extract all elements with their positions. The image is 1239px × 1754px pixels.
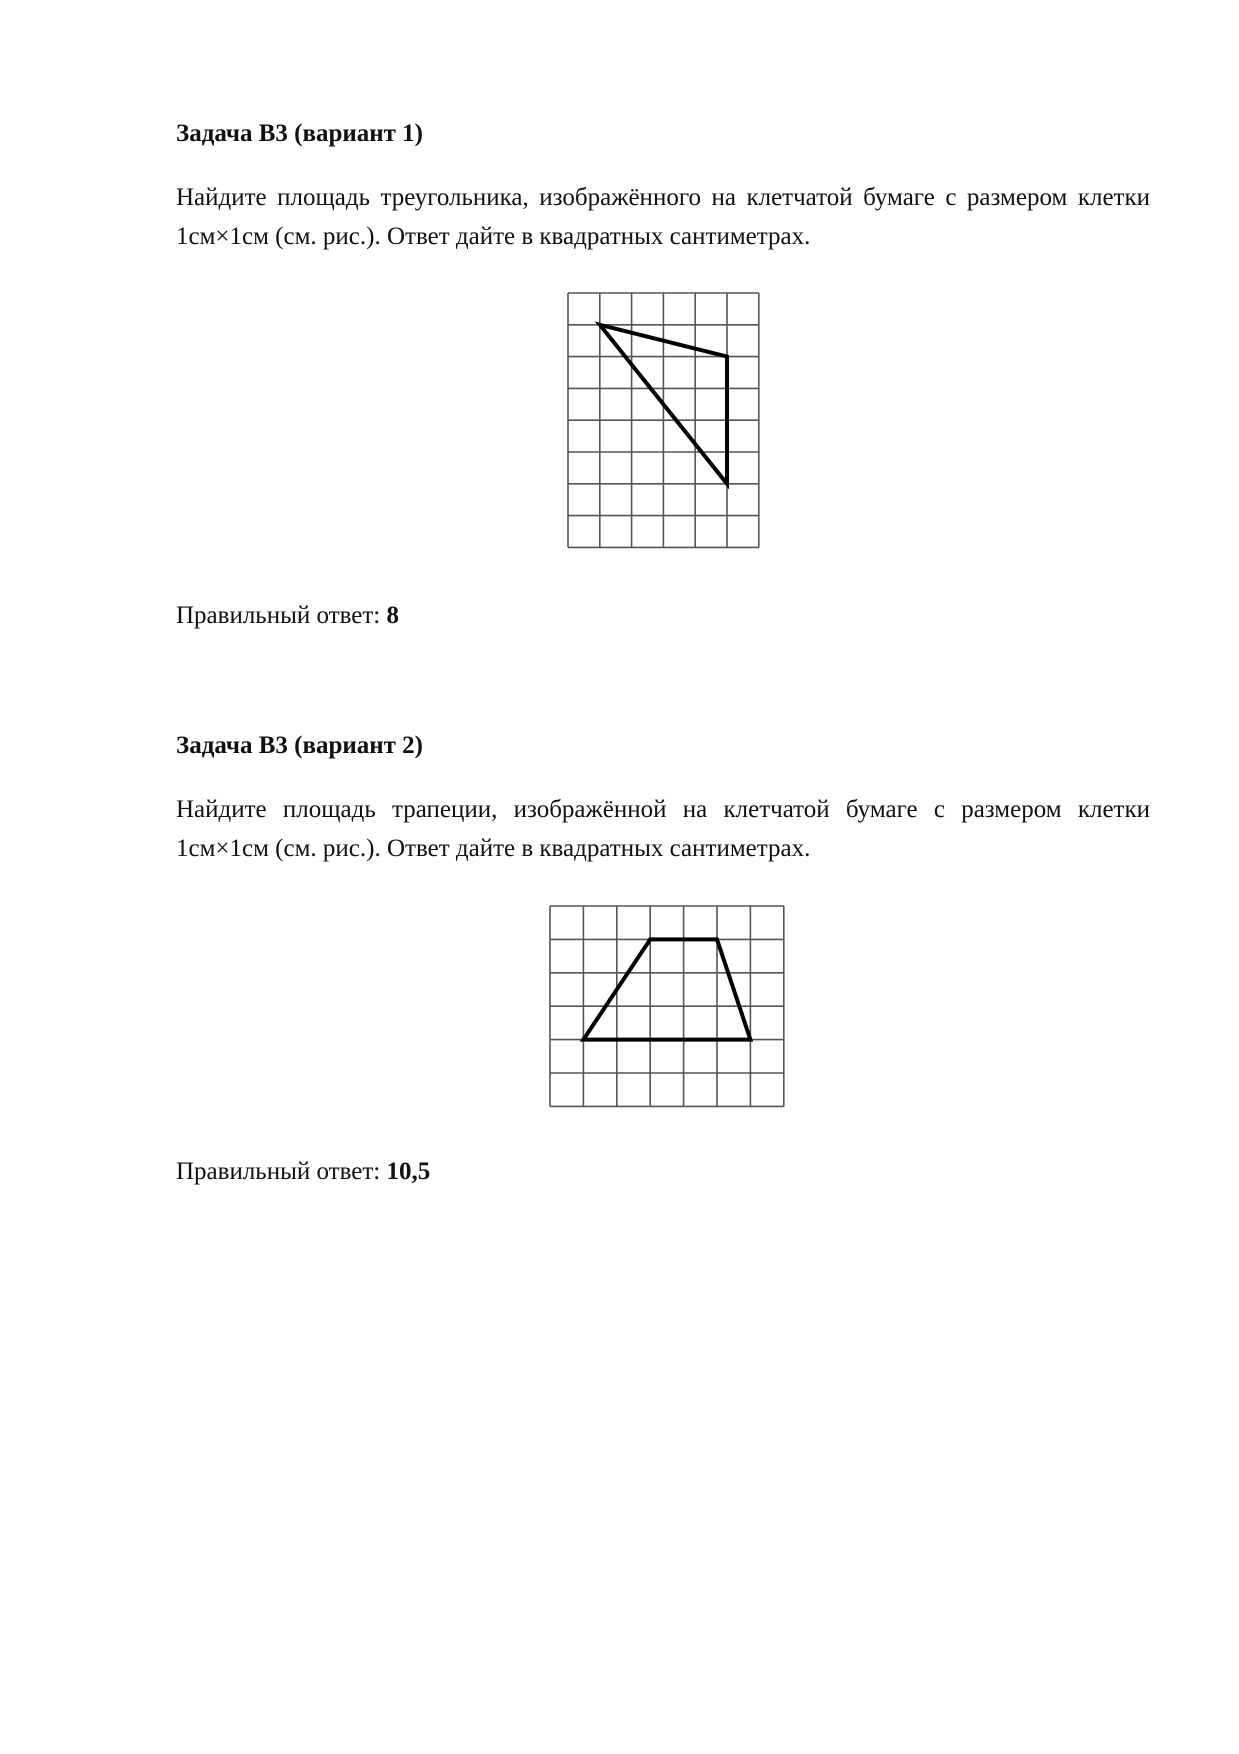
answer-label: Правильный ответ: xyxy=(176,602,381,629)
task-1-answer xyxy=(176,602,399,630)
answer-value: 10,5 xyxy=(386,1158,431,1185)
answer-label: Правильный ответ: xyxy=(176,1158,381,1185)
triangle-figure xyxy=(568,293,759,547)
trapezoid-figure xyxy=(550,906,784,1106)
task-2-title: Задача B3 (вариант 2) xyxy=(176,732,424,759)
trapezoid-outline xyxy=(583,939,750,1039)
answer-value: 8 xyxy=(386,602,399,629)
task-2-text: Найдите площадь трапеции, изображённой на клетчатой бумаге с размером клетки 1см×1см (см. рис.). Ответ дайте в квадратных сантиметрах. xyxy=(176,796,1150,862)
task-2-answer xyxy=(176,1158,430,1186)
task-1-text: Найдите площадь треугольника, изображённого на клетчатой бумаге с размером клетки 1см×1см (см. рис.). Ответ дайте в квадратных сантиметрах. xyxy=(176,184,1150,250)
task-1-title: Задача B3 (вариант 1) xyxy=(176,120,424,147)
